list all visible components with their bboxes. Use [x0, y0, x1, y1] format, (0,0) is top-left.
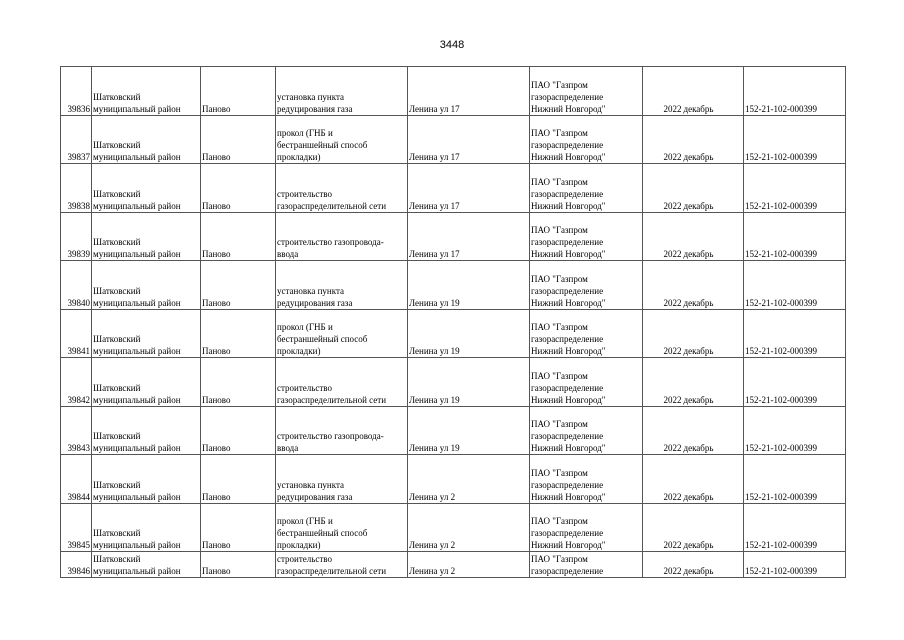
district-cell-line: муниципальный район [93, 443, 181, 453]
district-cell-line: Шатковский [93, 237, 141, 247]
work-type-cell-line: бестраншейный способ [277, 334, 368, 344]
organization-cell [530, 309, 643, 358]
row-number: 39845 [61, 503, 92, 552]
organization-cell-line: Нижний Новгород" [531, 346, 606, 356]
village-cell: Паново [201, 358, 276, 407]
work-type-cell [276, 406, 408, 455]
program-code-cell: 152-21-102-000399 [744, 309, 846, 358]
month-cell: декабрь [683, 67, 744, 116]
district-cell [92, 261, 201, 310]
district-cell-line: Шатковский [93, 285, 141, 296]
work-type-cell [276, 358, 408, 407]
month-cell: декабрь [683, 552, 744, 578]
district-cell-line: муниципальный район [93, 346, 181, 356]
address-cell: Ленина ул 19 [408, 261, 530, 310]
district-cell-line: Шатковский [93, 188, 141, 199]
organization-cell-line: ПАО "Газпром [531, 322, 588, 332]
program-code-cell: 152-21-102-000399 [744, 212, 846, 261]
row-number: 39841 [61, 309, 92, 358]
address-cell: Ленина ул 19 [408, 406, 530, 455]
table-row [61, 67, 846, 116]
program-code-cell: 152-21-102-000399 [744, 503, 846, 552]
district-cell [92, 406, 201, 455]
organization-cell [530, 67, 643, 116]
work-type-cell-line: прокладки) [277, 540, 321, 550]
row-number: 39839 [61, 212, 92, 261]
district-cell [92, 358, 201, 407]
district-cell-line: муниципальный район [93, 566, 181, 576]
organization-cell-line: газораспределение [531, 285, 604, 296]
row-number: 39846 [61, 552, 92, 578]
program-code-cell: 152-21-102-000399 [744, 455, 846, 504]
district-cell-line: Шатковский [93, 91, 141, 102]
village-cell: Паново [201, 261, 276, 310]
year-cell: 2022 [643, 67, 683, 116]
year-cell: 2022 [643, 115, 683, 164]
program-code-cell: 152-21-102-000399 [744, 406, 846, 455]
organization-cell-line: Нижний Новгород" [531, 540, 606, 550]
work-type-cell-line: прокол (ГНБ и [277, 322, 333, 332]
organization-cell-line: газораспределение [531, 566, 604, 576]
district-cell [92, 212, 201, 261]
organization-cell-line: ПАО "Газпром [531, 128, 588, 138]
village-cell: Паново [201, 503, 276, 552]
organization-cell-line: газораспределение [531, 479, 604, 490]
work-type-cell-line: ввода [277, 249, 299, 259]
row-number: 39837 [61, 115, 92, 164]
organization-cell-line: газораспределение [531, 431, 604, 441]
district-cell [92, 455, 201, 504]
organization-cell-line: газораспределение [531, 382, 604, 393]
work-type-cell-line: установка пункта [277, 285, 345, 296]
month-cell: декабрь [683, 406, 744, 455]
work-type-cell-line: редуцирования газа [277, 103, 353, 114]
organization-cell-line: газораспределение [531, 91, 604, 102]
organization-cell-line: ПАО "Газпром [531, 225, 588, 235]
organization-cell-line: ПАО "Газпром [531, 370, 588, 381]
work-type-cell-line: газораспределительной сети [277, 200, 387, 211]
organization-cell [530, 552, 643, 578]
work-type-cell [276, 261, 408, 310]
work-type-cell-line: строительство газопровода- [277, 237, 384, 247]
organization-cell [530, 406, 643, 455]
address-cell: Ленина ул 2 [408, 455, 530, 504]
village-cell: Паново [201, 212, 276, 261]
year-cell: 2022 [643, 212, 683, 261]
village-cell: Паново [201, 164, 276, 213]
work-type-cell [276, 164, 408, 213]
year-cell: 2022 [643, 261, 683, 310]
village-cell: Паново [201, 67, 276, 116]
work-type-cell-line: строительство [277, 382, 332, 393]
table-row [61, 261, 846, 310]
district-cell-line: Шатковский [93, 382, 141, 393]
work-type-cell-line: ввода [277, 443, 299, 453]
work-type-cell [276, 552, 408, 578]
work-type-cell-line: прокладки) [277, 346, 321, 356]
organization-cell-line: Нижний Новгород" [531, 200, 606, 211]
district-cell-line: Шатковский [93, 554, 141, 564]
year-cell: 2022 [643, 358, 683, 407]
work-type-cell-line: установка пункта [277, 479, 345, 490]
year-cell: 2022 [643, 309, 683, 358]
row-number: 39836 [61, 67, 92, 116]
work-type-cell-line: бестраншейный способ [277, 140, 368, 150]
program-code-cell: 152-21-102-000399 [744, 115, 846, 164]
table-row [61, 406, 846, 455]
address-cell: Ленина ул 2 [408, 552, 530, 578]
organization-cell [530, 455, 643, 504]
table-row [61, 358, 846, 407]
month-cell: декабрь [683, 164, 744, 213]
month-cell: декабрь [683, 212, 744, 261]
month-cell: декабрь [683, 309, 744, 358]
district-cell-line: Шатковский [93, 479, 141, 490]
organization-cell [530, 261, 643, 310]
organization-cell-line: ПАО "Газпром [531, 79, 588, 90]
month-cell: декабрь [683, 261, 744, 310]
address-cell: Ленина ул 17 [408, 115, 530, 164]
district-cell-line: муниципальный район [93, 394, 181, 405]
table-row [61, 455, 846, 504]
village-cell: Паново [201, 455, 276, 504]
address-cell: Ленина ул 2 [408, 503, 530, 552]
month-cell: декабрь [683, 503, 744, 552]
table-row [61, 503, 846, 552]
year-cell: 2022 [643, 164, 683, 213]
page-number: 3448 [439, 39, 465, 51]
organization-cell-line: газораспределение [531, 334, 604, 344]
year-cell: 2022 [643, 406, 683, 455]
district-cell-line: муниципальный район [93, 297, 181, 308]
district-cell [92, 309, 201, 358]
month-cell: декабрь [683, 115, 744, 164]
work-type-cell-line: редуцирования газа [277, 297, 353, 308]
organization-cell-line: Нижний Новгород" [531, 394, 606, 405]
work-type-cell [276, 212, 408, 261]
village-cell: Паново [201, 115, 276, 164]
district-cell-line: муниципальный район [93, 200, 181, 211]
program-code-cell: 152-21-102-000399 [744, 358, 846, 407]
program-code-cell: 152-21-102-000399 [744, 164, 846, 213]
district-cell [92, 503, 201, 552]
program-code-cell: 152-21-102-000399 [744, 67, 846, 116]
district-cell-line: муниципальный район [93, 103, 181, 114]
district-cell [92, 164, 201, 213]
work-type-cell-line: установка пункта [277, 91, 345, 102]
register-table [60, 66, 846, 578]
work-type-cell-line: редуцирования газа [277, 491, 353, 502]
organization-cell-line: Нижний Новгород" [531, 249, 606, 259]
district-cell-line: Шатковский [93, 431, 141, 441]
program-code-cell: 152-21-102-000399 [744, 552, 846, 578]
row-number: 39843 [61, 406, 92, 455]
organization-cell-line: газораспределение [531, 188, 604, 199]
village-cell: Паново [201, 552, 276, 578]
district-cell-line: муниципальный район [93, 540, 181, 550]
organization-cell-line: ПАО "Газпром [531, 419, 588, 429]
row-number: 39838 [61, 164, 92, 213]
register-body [61, 67, 846, 578]
year-cell: 2022 [643, 503, 683, 552]
organization-cell-line: Нижний Новгород" [531, 443, 606, 453]
organization-cell-line: ПАО "Газпром [531, 554, 588, 564]
organization-cell [530, 115, 643, 164]
organization-cell [530, 164, 643, 213]
work-type-cell-line: газораспределительной сети [277, 394, 387, 405]
row-number: 39842 [61, 358, 92, 407]
work-type-cell [276, 309, 408, 358]
village-cell: Паново [201, 309, 276, 358]
work-type-cell-line: прокладки) [277, 152, 321, 162]
address-cell: Ленина ул 17 [408, 212, 530, 261]
table-row [61, 552, 846, 578]
district-cell-line: муниципальный район [93, 152, 181, 162]
table-row [61, 164, 846, 213]
work-type-cell-line: бестраншейный способ [277, 528, 368, 538]
village-cell: Паново [201, 406, 276, 455]
organization-cell [530, 212, 643, 261]
work-type-cell-line: строительство [277, 188, 332, 199]
program-code-cell: 152-21-102-000399 [744, 261, 846, 310]
row-number: 39840 [61, 261, 92, 310]
address-cell: Ленина ул 17 [408, 67, 530, 116]
district-cell [92, 115, 201, 164]
district-cell [92, 67, 201, 116]
work-type-cell-line: газораспределительной сети [277, 566, 387, 576]
year-cell: 2022 [643, 455, 683, 504]
work-type-cell-line: прокол (ГНБ и [277, 128, 333, 138]
table-row [61, 212, 846, 261]
work-type-cell [276, 115, 408, 164]
address-cell: Ленина ул 19 [408, 309, 530, 358]
organization-cell [530, 358, 643, 407]
organization-cell-line: Нижний Новгород" [531, 103, 606, 114]
organization-cell [530, 503, 643, 552]
organization-cell-line: ПАО "Газпром [531, 176, 588, 187]
district-cell-line: Шатковский [93, 334, 141, 344]
work-type-cell-line: строительство газопровода- [277, 431, 384, 441]
district-cell-line: Шатковский [93, 528, 141, 538]
address-cell: Ленина ул 17 [408, 164, 530, 213]
work-type-cell [276, 455, 408, 504]
work-type-cell-line: прокол (ГНБ и [277, 516, 333, 526]
table-row [61, 309, 846, 358]
organization-cell-line: газораспределение [531, 140, 604, 150]
work-type-cell [276, 503, 408, 552]
year-cell: 2022 [643, 552, 683, 578]
organization-cell-line: ПАО "Газпром [531, 516, 588, 526]
organization-cell-line: ПАО "Газпром [531, 467, 588, 478]
month-cell: декабрь [683, 358, 744, 407]
district-cell-line: Шатковский [93, 140, 141, 150]
work-type-cell [276, 67, 408, 116]
organization-cell-line: Нижний Новгород" [531, 152, 606, 162]
district-cell-line: муниципальный район [93, 491, 181, 502]
address-cell: Ленина ул 19 [408, 358, 530, 407]
work-type-cell-line: строительство [277, 554, 332, 564]
district-cell [92, 552, 201, 578]
table-row [61, 115, 846, 164]
organization-cell-line: ПАО "Газпром [531, 273, 588, 284]
month-cell: декабрь [683, 455, 744, 504]
organization-cell-line: Нижний Новгород" [531, 297, 606, 308]
organization-cell-line: газораспределение [531, 237, 604, 247]
district-cell-line: муниципальный район [93, 249, 181, 259]
organization-cell-line: Нижний Новгород" [531, 491, 606, 502]
organization-cell-line: газораспределение [531, 528, 604, 538]
row-number: 39844 [61, 455, 92, 504]
